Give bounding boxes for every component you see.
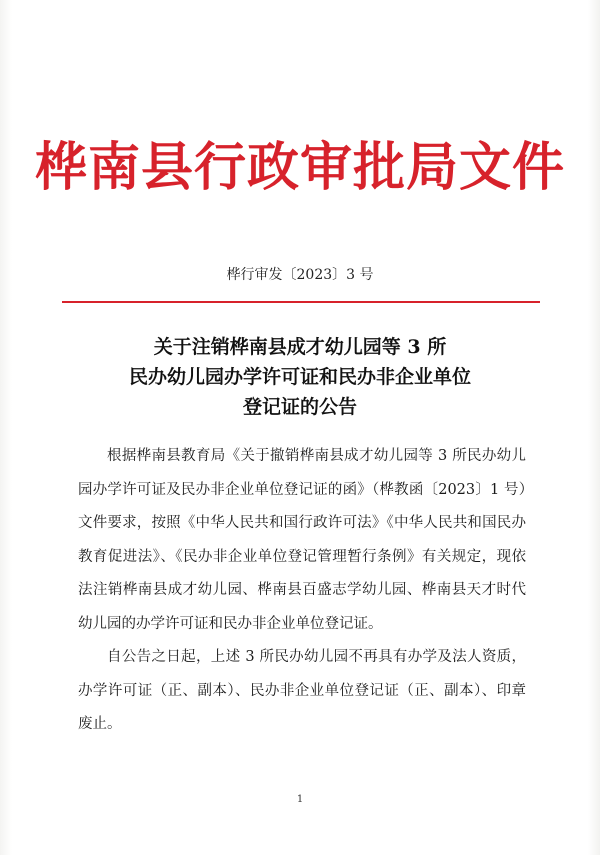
document-masthead: 桦南县行政审批局文件: [34, 138, 565, 198]
body-paragraph-1: 根据桦南县教育局《关于撤销桦南县成才幼儿园等 3 所民办幼儿园办学许可证及民办非企业单位登记证的函》（桦教函〔2023〕1 号）文件要求，按照《中华人民共和国行政许可法》《中华人民共和国民办教育促进法》、《民办非企业单位登记管理暂行条例》有关规定，现依法注销桦南县成才幼儿园、桦南县百盛志学幼儿园、桦南县天才时代幼儿园的办学许可证和民办非企业单位登记证。: [78, 448, 526, 632]
notice-title: [0, 332, 600, 422]
notice-title-line-3: 登记证的公告: [242, 396, 357, 418]
notice-title-line-1: 关于注销桦南县成才幼儿园等 3 所: [153, 336, 447, 358]
notice-title-line-2: 民办幼儿园办学许可证和民办非企业单位: [128, 366, 471, 388]
page-number: 1: [296, 794, 304, 805]
red-divider-line: [62, 301, 540, 303]
notice-body: [78, 440, 526, 742]
body-paragraph-2: 自公告之日起，上述 3 所民办幼儿园不再具有办学及法人资质，办学许可证（正、副本）、民办非企业单位登记证（正、副本）、印章废止。: [78, 649, 526, 732]
document-number: 桦行审发〔2023〕3 号: [226, 267, 374, 283]
